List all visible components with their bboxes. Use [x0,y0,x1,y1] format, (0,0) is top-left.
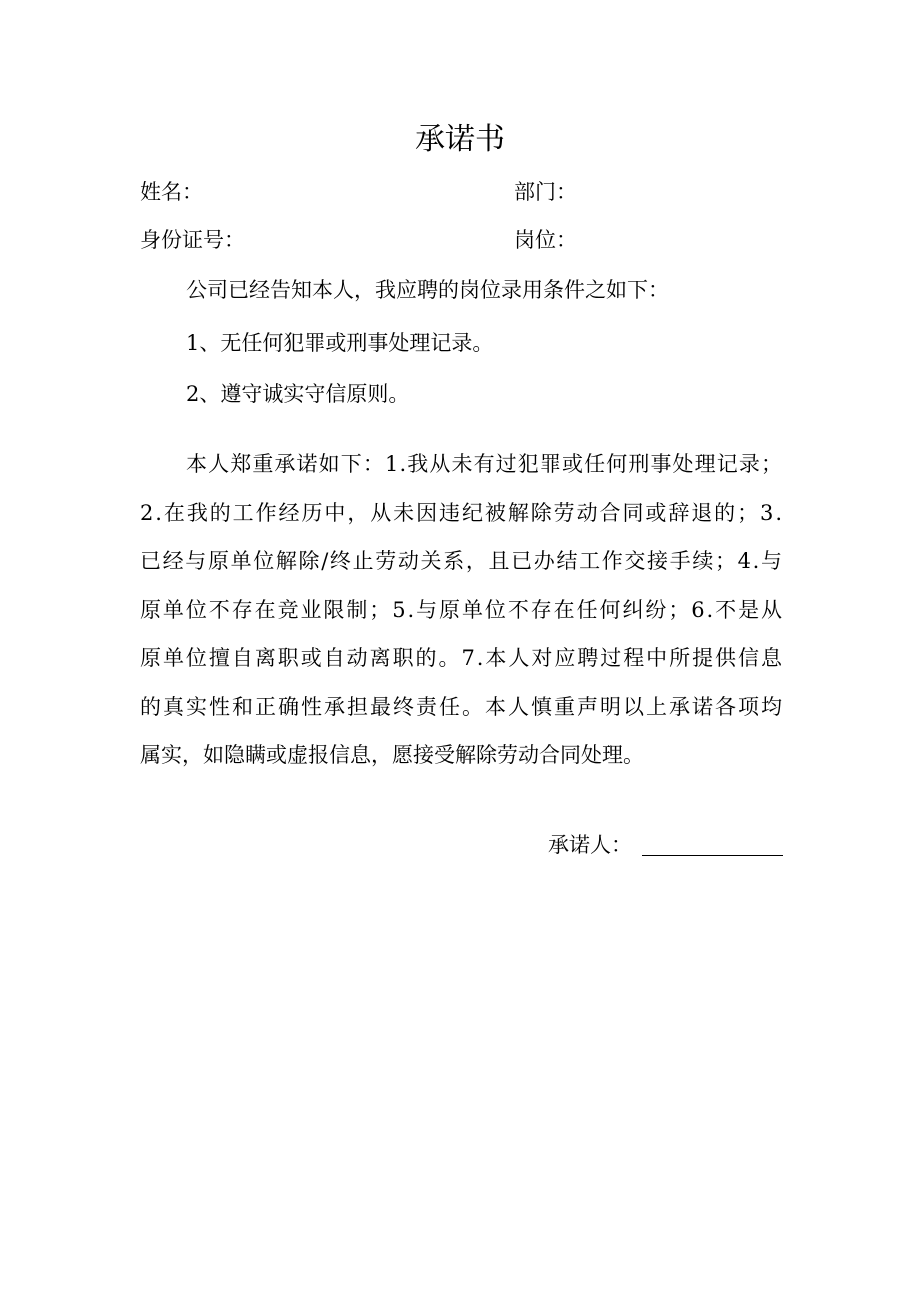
id-number-label: 身份证号： [140,228,245,252]
commitment-paragraph [140,440,782,780]
commitment-line: 原单位擅自离职或自动离职的。7.本人对应聘过程中所提供信息 [140,646,784,670]
signer-label: 承诺人： [548,833,632,857]
position-label: 岗位： [514,228,577,252]
condition-item-2: 2、遵守诚实守信原则。 [186,382,410,406]
name-label: 姓名： [140,180,203,204]
signature-underline [642,855,783,856]
department-label: 部门： [514,180,577,204]
commitment-line: 的真实性和正确性承担最终责任。本人慎重声明以上承诺各项均 [140,694,784,719]
commitment-line: 2.在我的工作经历中，从未因违纪被解除劳动合同或辞退的；3. [140,500,784,525]
commitment-line: 本人郑重承诺如下：1.我从未有过犯罪或任何刑事处理记录； [186,452,784,476]
condition-item-1: 1、无任何犯罪或刑事处理记录。 [186,331,494,355]
intro-paragraph: 公司已经告知本人，我应聘的岗位录用条件之如下： [186,278,669,302]
document-title: 承诺书 [415,122,505,157]
commitment-line: 属实，如隐瞒或虚报信息，愿接受解除劳动合同处理。 [140,743,644,767]
commitment-line: 已经与原单位解除/终止劳动关系，且已办结工作交接手续；4.与 [140,549,784,573]
commitment-line: 原单位不存在竞业限制；5.与原单位不存在任何纠纷；6.不是从 [140,597,784,622]
